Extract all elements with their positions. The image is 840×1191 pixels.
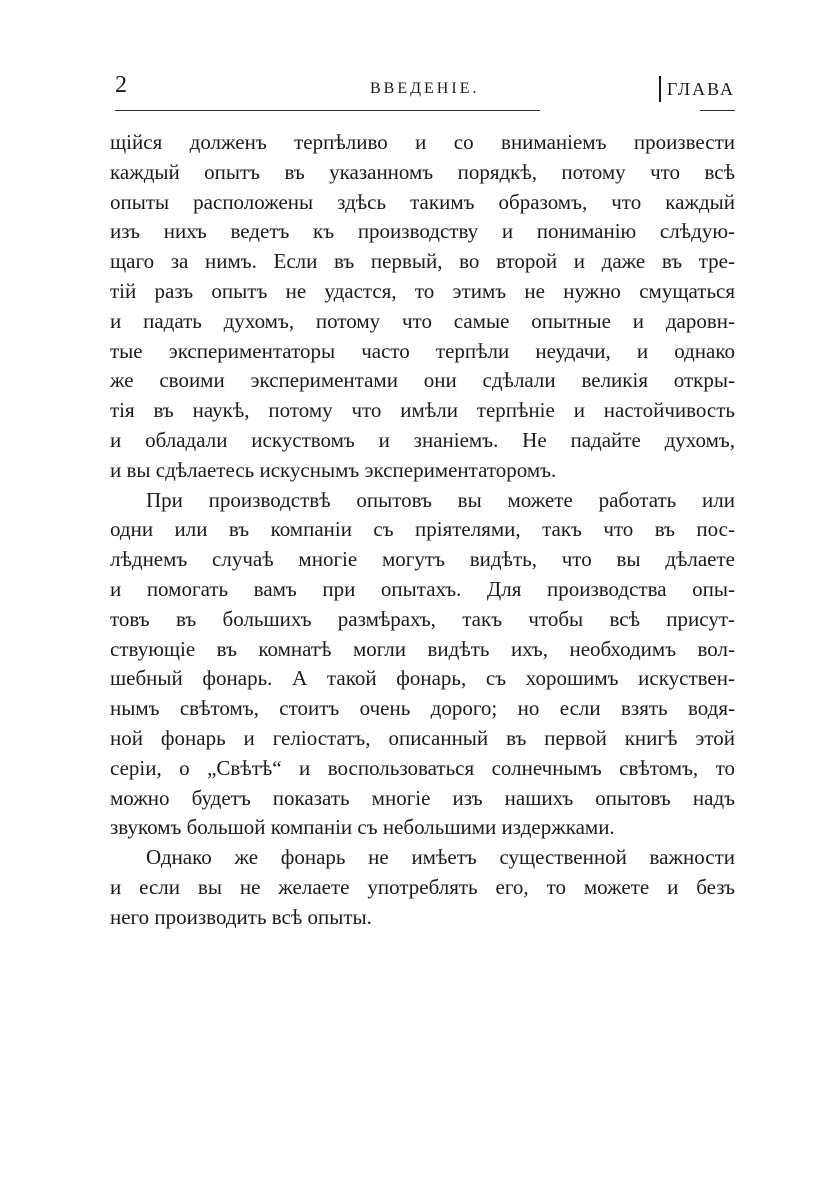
paragraph (110, 486, 735, 844)
body-text (110, 128, 735, 933)
running-title: ВВЕДЕНІЕ. (370, 80, 480, 97)
text-line: одни или въ компаніи съ пріятелями, такъ что въ пос- (110, 517, 735, 542)
text-line: тія въ наукѣ, потому что имѣли терпѣніе и настойчивость (110, 398, 735, 423)
text-line: При производствѣ опытовъ вы можете работать или (146, 487, 735, 512)
text-line: товъ въ большихъ размѣрахъ, такъ чтобы всѣ присут- (110, 606, 735, 631)
text-line: тій разъ опытъ не удастся, то этимъ не нужно смущаться (110, 278, 735, 303)
chapter-label: ГЛАВА (659, 76, 735, 102)
text-line: звукомъ большой компаніи съ небольшими издержками. (110, 815, 615, 840)
header-rule (115, 110, 540, 111)
text-line: тые экспериментаторы часто терпѣли неудачи, и однако (110, 338, 735, 363)
text-line: нымъ свѣтомъ, стоитъ очень дорого; но если взять водя- (110, 696, 735, 721)
text-line: Однако же фонарь не имѣетъ существенной важности (146, 845, 735, 870)
text-line: изъ нихъ ведетъ къ производству и пониманію слѣдую- (110, 219, 735, 244)
text-line: и вы сдѣлаетесь искуснымъ экспериментаторомъ. (110, 457, 557, 482)
text-line: него производить всѣ опыты. (110, 904, 372, 929)
header-rule-short (700, 110, 735, 111)
text-line: лѣднемъ случаѣ многіе могутъ видѣть, что вы дѣлаете (110, 547, 735, 572)
text-line: можно будетъ показать многіе изъ нашихъ опытовъ надъ (110, 785, 735, 810)
text-line: ной фонарь и геліостатъ, описанный въ первой книгѣ этой (110, 725, 735, 750)
text-line: опыты расположены здѣсь такимъ образомъ, что каждый (110, 189, 735, 214)
text-line: шебный фонарь. А такой фонарь, съ хорошимъ искуствен- (110, 666, 735, 691)
text-line: ствующіе въ комнатѣ могли видѣть ихъ, необходимъ вол- (110, 636, 735, 661)
running-head (115, 72, 735, 112)
text-line: щійся долженъ терпѣливо и со вниманіемъ произвести (110, 130, 735, 154)
text-line: и обладали искуствомъ и знаніемъ. Не падайте духомъ, (110, 427, 735, 452)
text-line: серіи, о „Свѣтѣ“ и воспользоваться солнечнымъ свѣтомъ, то (110, 755, 735, 780)
text-line: и помогать вамъ при опытахъ. Для производства опы- (110, 576, 735, 601)
paragraph (110, 843, 735, 932)
text-line: и если вы не желаете употреблять его, то можете и безъ (110, 874, 735, 899)
text-line: каждый опытъ въ указанномъ порядкѣ, потому что всѣ (110, 159, 735, 184)
text-line: и падать духомъ, потому что самые опытные и даровн- (110, 308, 735, 333)
page-number: 2 (115, 72, 127, 98)
text-line: же своими экспериментами они сдѣлали великія откры- (110, 368, 735, 393)
paragraph (110, 128, 735, 486)
text-line: щаго за нимъ. Если въ первый, во второй и даже въ тре- (110, 249, 735, 274)
